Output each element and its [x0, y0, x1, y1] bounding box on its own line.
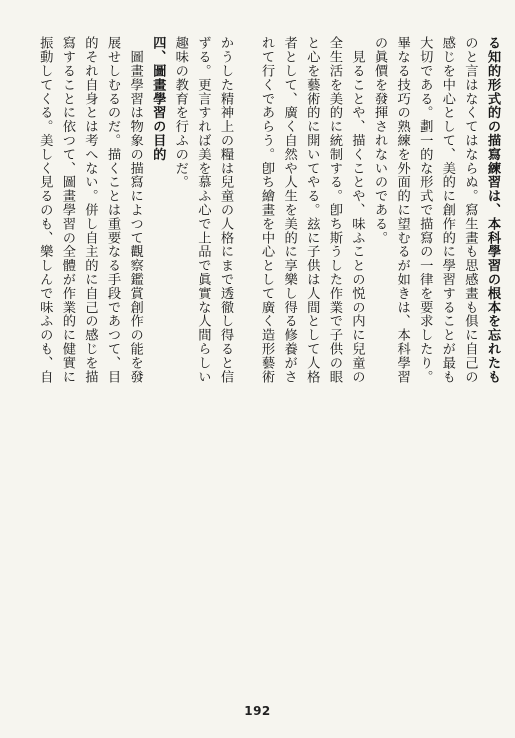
text-column: 大切である。劃一的な形式で描寫の一律を要求したり。	[417, 36, 433, 384]
text-column: 感じを中心として、美的に創作的に學習することが最も	[439, 36, 455, 384]
text-column: と心を藝術的に開いてやる。玆に子供は人間として人格	[304, 36, 320, 384]
text-column: 的それ自身とは考へない。併し自主的に自己の感じを描	[82, 36, 98, 384]
text-column: 寫することに依つて、圖畫學習の全體が作業的に健實に	[59, 36, 75, 384]
text-column: 畢なる技巧の熟練を外面的に望むるが如きは、本科學習	[394, 36, 410, 384]
page-number: 192	[244, 704, 271, 718]
text-column: 振動してくる。美しく見るのも、樂しんで味ふのも、自	[37, 36, 53, 384]
text-column: 展せしむるのだ。描くことは重要なる手段であつて、目	[105, 36, 121, 384]
text-column: ずる。更言すれば美を慕ふ心で上品で眞實な人間らしい	[195, 36, 211, 384]
text-column: る知的形式的の描寫練習は、本科學習の根本を忘れたも	[485, 36, 500, 384]
text-column: 趣味の教育を行ふのだ。	[172, 36, 188, 189]
text-column: かうした精神上の糧は兒童の人格にまで透徹し得ると信	[218, 36, 233, 384]
text-column: 圖畫學習は物象の描寫によつて觀察鑑賞創作の能を發	[127, 36, 143, 384]
text-column: 全生活を美的に統制する。卽ち斯うした作業で子供の眼	[326, 36, 342, 384]
text-column: 者として、廣く自然や人生を美的に享樂し得る修養がさ	[281, 36, 297, 384]
text-column: の眞價を發揮されないのである。	[372, 36, 388, 245]
text-column	[32, 36, 33, 690]
text-column: れて行くであらう。卽ち繪畫を中心として廣く造形藝術	[259, 36, 275, 384]
text-column: 見ることや、描くことや、味ふことの悦の内に兒童の	[349, 36, 365, 384]
text-column: のと言はなくてはならぬ。寫生畫も思感畫も俱に自己の	[462, 36, 478, 384]
text-block-right	[258, 36, 503, 690]
section-heading: 四、圖畫學習の目的	[150, 36, 166, 162]
text-block-left	[32, 36, 236, 690]
